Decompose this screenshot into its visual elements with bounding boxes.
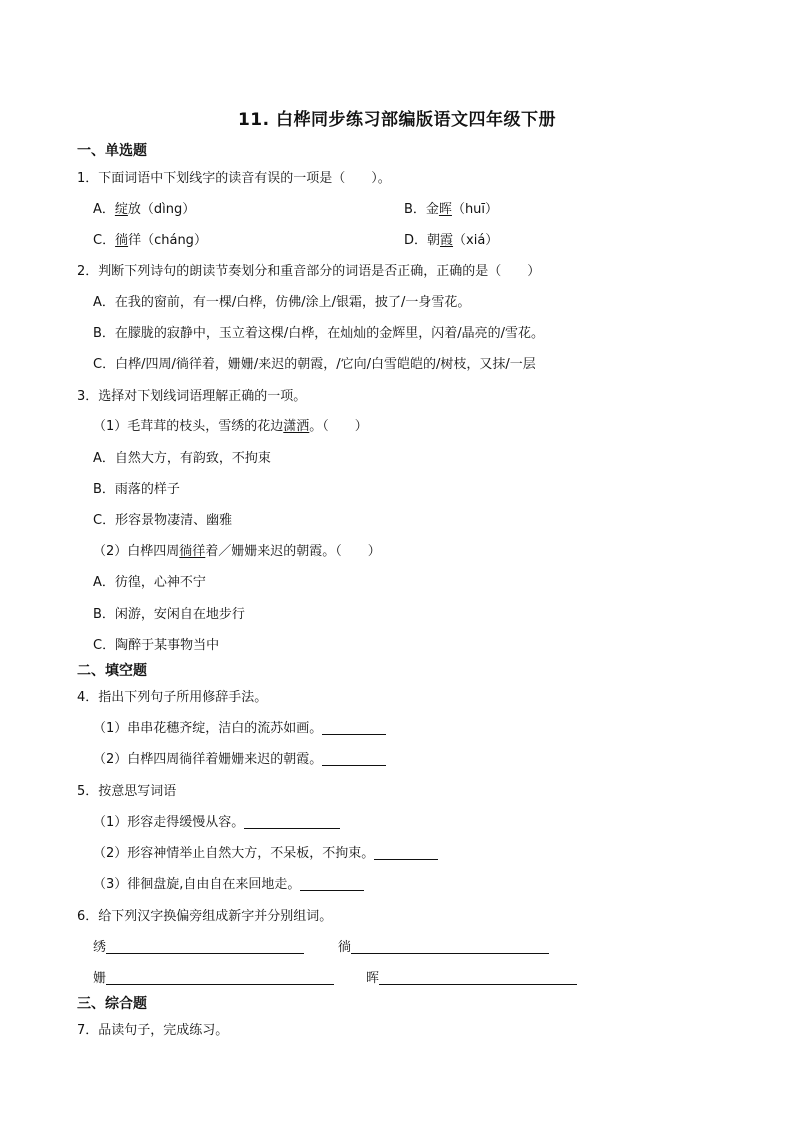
answer-blank[interactable] bbox=[379, 970, 577, 985]
question-1-option-c: C．徜徉（cháng） bbox=[93, 233, 207, 248]
answer-blank[interactable] bbox=[244, 814, 340, 829]
question-4-item-1: （1）串串花穗齐绽，洁白的流苏如画。 bbox=[93, 717, 386, 736]
underlined-word: 徜徉 bbox=[179, 544, 206, 559]
underlined-char: 绽 bbox=[114, 202, 128, 217]
question-3-sub-1-option-c: C．形容景物凄清、幽雅 bbox=[93, 513, 233, 528]
answer-blank[interactable] bbox=[322, 751, 386, 766]
question-3-sub-2: （2）白桦四周徜徉着／姗姗来迟的朝霞。（ ） bbox=[93, 544, 381, 559]
question-3-sub-1-option-b: B．雨落的样子 bbox=[93, 482, 180, 497]
question-2-option-b: B．在朦胧的寂静中，玉立着这棵/白桦，在灿灿的金辉里，闪着/晶亮的/雪花。 bbox=[93, 326, 545, 341]
underlined-char: 霞 bbox=[440, 233, 454, 248]
question-6-char-1: 绣 bbox=[93, 936, 304, 955]
question-1-option-d: D．朝霞（xiá） bbox=[404, 233, 499, 248]
page-title: 11. 白桦同步练习部编版语文四年级下册 bbox=[237, 110, 557, 130]
answer-blank[interactable] bbox=[106, 939, 304, 954]
question-4-stem: 4．指出下列句子所用修辞手法。 bbox=[77, 690, 268, 705]
underlined-char: 徜 bbox=[115, 233, 129, 248]
underlined-char: 晖 bbox=[438, 202, 452, 217]
section-heading-fill-blank: 二、填空题 bbox=[77, 663, 147, 679]
question-5-item-3: （3）徘徊盘旋,自由自在来回地走。 bbox=[93, 873, 364, 892]
question-1-stem: 1．下面词语中下划线字的读音有误的一项是（ ）。 bbox=[77, 171, 391, 186]
question-3-sub-2-option-b: B．闲游，安闲自在地步行 bbox=[93, 607, 245, 622]
answer-blank[interactable] bbox=[374, 845, 438, 860]
answer-blank[interactable] bbox=[300, 876, 364, 891]
question-3-sub-2-option-a: A．彷徨，心神不宁 bbox=[93, 575, 206, 590]
question-6-char-2: 徜 bbox=[338, 936, 549, 955]
question-1-option-b: B．金晖（huī） bbox=[404, 202, 499, 217]
answer-blank[interactable] bbox=[106, 970, 334, 985]
section-heading-single-choice: 一、单选题 bbox=[77, 143, 147, 159]
answer-blank[interactable] bbox=[351, 939, 549, 954]
question-6-char-4: 晖 bbox=[366, 967, 577, 986]
underlined-word: 潇洒 bbox=[283, 419, 310, 434]
question-2-stem: 2．判断下列诗句的朗读节奏划分和重音部分的词语是否正确，正确的是（ ） bbox=[77, 264, 541, 279]
question-5-item-2: （2）形容神情举止自然大方，不呆板，不拘束。 bbox=[93, 842, 438, 861]
question-3-sub-1: （1）毛茸茸的枝头，雪绣的花边潇洒。（ ） bbox=[93, 419, 368, 434]
answer-blank[interactable] bbox=[322, 720, 386, 735]
question-6-char-3: 姗 bbox=[93, 967, 334, 986]
question-5-stem: 5．按意思写词语 bbox=[77, 784, 177, 799]
question-3-stem: 3．选择对下划线词语理解正确的一项。 bbox=[77, 389, 307, 404]
question-5-item-1: （1）形容走得缓慢从容。 bbox=[93, 811, 340, 830]
question-4-item-2: （2）白桦四周徜徉着姗姗来迟的朝霞。 bbox=[93, 748, 386, 767]
question-2-option-a: A．在我的窗前，有一棵/白桦，仿佛/涂上/银霜，披了/一身雪花。 bbox=[93, 295, 471, 310]
question-3-sub-1-option-a: A．自然大方，有韵致，不拘束 bbox=[93, 451, 271, 466]
question-3-sub-2-option-c: C．陶醉于某事物当中 bbox=[93, 638, 220, 653]
question-6-stem: 6．给下列汉字换偏旁组成新字并分别组词。 bbox=[77, 909, 333, 924]
question-2-option-c: C．白桦/四周/徜徉着，姗姗/来迟的朝霞，/它向/白雪皑皑的/树枝，又抹/一层 bbox=[93, 357, 536, 372]
question-1-option-a: A．绽放（dìng） bbox=[93, 202, 196, 217]
section-heading-comprehensive: 三、综合题 bbox=[77, 996, 147, 1012]
question-7-stem: 7．品读句子，完成练习。 bbox=[77, 1023, 229, 1038]
